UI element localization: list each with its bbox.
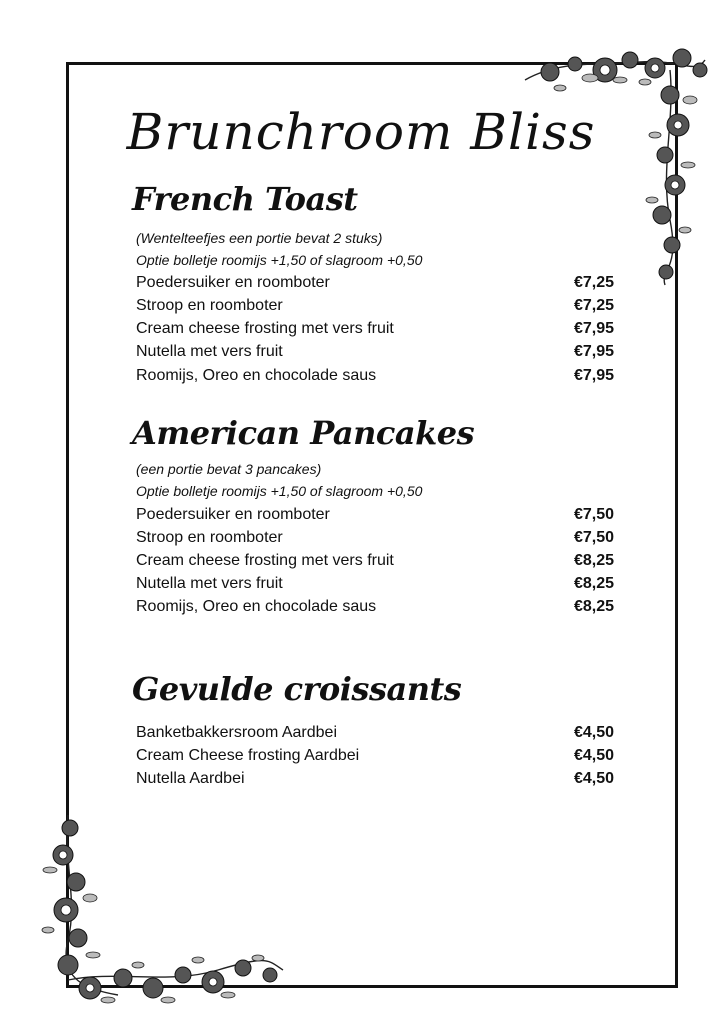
item-price: €7,95	[573, 367, 614, 384]
menu-item	[136, 295, 614, 317]
item-name: Roomijs, Oreo en chocolade saus	[136, 598, 377, 615]
item-name: Cream cheese frosting met vers fruit	[136, 320, 394, 337]
item-price: €7,50	[573, 529, 614, 546]
section-title-american-pancakes: American Pancakes	[132, 414, 475, 452]
menu-item	[136, 596, 614, 618]
item-name: Stroop en roomboter	[136, 297, 283, 314]
item-name: Nutella met vers fruit	[136, 343, 283, 360]
item-name: Cream Cheese frosting Aardbei	[136, 747, 360, 764]
section-note: Optie bolletje roomijs +1,50 of slagroom +0,50	[136, 483, 423, 499]
menu-item	[136, 365, 614, 387]
item-price: €7,95	[573, 320, 614, 337]
item-name: Poedersuiker en roomboter	[136, 506, 330, 523]
item-price: €8,25	[573, 598, 614, 615]
menu-item	[136, 745, 614, 767]
item-price: €8,25	[573, 552, 614, 569]
item-price: €7,25	[573, 274, 614, 291]
item-name: Roomijs, Oreo en chocolade saus	[136, 367, 377, 384]
item-name: Nutella met vers fruit	[136, 575, 283, 592]
rose-garland-icon	[520, 40, 716, 290]
section-title-french-toast: French Toast	[132, 180, 358, 218]
menu-title: Brunchroom Bliss	[126, 103, 596, 161]
rose-garland-icon	[28, 810, 288, 1010]
section-title-gevulde-croissants: Gevulde croissants	[132, 670, 462, 708]
item-name: Banketbakkersroom Aardbei	[136, 724, 337, 741]
item-name: Poedersuiker en roomboter	[136, 274, 330, 291]
item-name: Cream cheese frosting met vers fruit	[136, 552, 394, 569]
item-price: €8,25	[573, 575, 614, 592]
item-price: €7,25	[573, 297, 614, 314]
menu-item	[136, 272, 614, 294]
menu-item	[136, 504, 614, 526]
menu-item	[136, 550, 614, 572]
menu-item	[136, 318, 614, 340]
menu-item	[136, 722, 614, 744]
section-note: (een portie bevat 3 pancakes)	[136, 461, 322, 477]
menu-item	[136, 527, 614, 549]
item-name: Nutella Aardbei	[136, 770, 245, 787]
item-price: €4,50	[573, 747, 614, 764]
section-note: Optie bolletje roomijs +1,50 of slagroom +0,50	[136, 252, 423, 268]
menu-item	[136, 573, 614, 595]
menu-item	[136, 341, 614, 363]
menu-item	[136, 768, 614, 790]
item-price: €4,50	[573, 724, 614, 741]
item-price: €4,50	[573, 770, 614, 787]
item-name: Stroop en roomboter	[136, 529, 283, 546]
item-price: €7,95	[573, 343, 614, 360]
section-note: (Wentelteefjes een portie bevat 2 stuks)	[136, 230, 383, 246]
item-price: €7,50	[573, 506, 614, 523]
